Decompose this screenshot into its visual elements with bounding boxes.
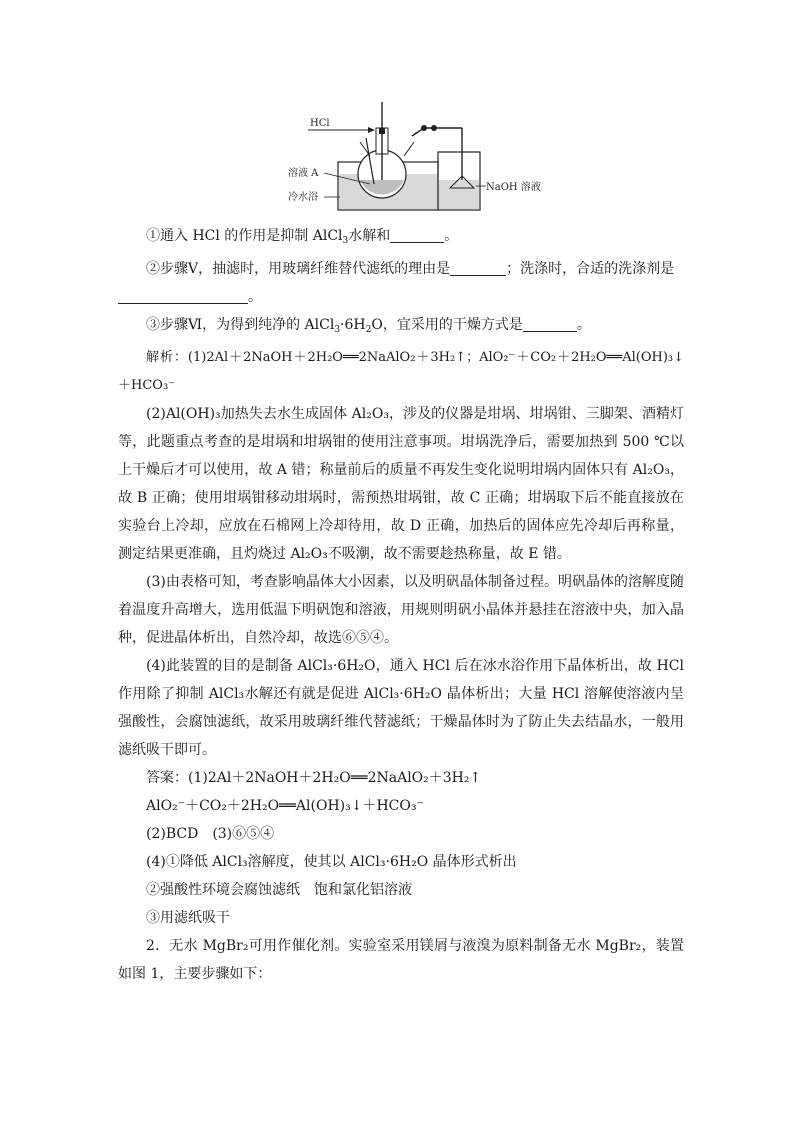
answer-blank[interactable]: [523, 315, 577, 332]
tube-joint: [431, 125, 437, 131]
q3-post: O，宜采用的干燥方式是: [371, 317, 523, 333]
q1-end: 。: [444, 228, 459, 244]
naoh-solution: [439, 180, 479, 209]
answer-blank[interactable]: [390, 226, 444, 243]
tube-joint: [421, 125, 427, 131]
q2-mid: ；洗涤时，合适的洗涤剂是: [506, 261, 675, 277]
question-1: [118, 222, 684, 255]
question-2: [118, 255, 684, 311]
q3-end: 。: [576, 317, 591, 333]
q1-sub: 3: [342, 236, 349, 246]
answer-blank[interactable]: [450, 259, 506, 276]
arrow-head: [368, 127, 375, 133]
q1-text-post: 水解和: [348, 228, 391, 244]
label-cold-bath: 冷水浴: [288, 192, 318, 203]
answer-line-4: (4)①降低 AlCl₃溶解度，使其以 AlCl₃·6H₂O 晶体形式析出: [146, 854, 517, 870]
apparatus-figure: [288, 98, 600, 218]
q3-text: ③步骤Ⅵ，为得到纯净的 AlCl: [146, 317, 335, 333]
analysis-paragraph-2: (2)Al(OH)₃加热失去水生成固体 Al₂O₃，涉及的仪器是坩埚、坩埚钳、三脚架、酒精灯等，此题重点考查的是坩埚和坩埚钳的使用注意事项。坩埚洗净后，需要加热到 500 ℃以上干燥后才可以使用，故 A 错；称量前后的质量不再发生变化说明坩埚内固体只有 Al₂O₃，故 B 正确；使用坩埚钳移动坩埚时，需预热坩埚钳，故 C 正确；坩埚取下后不能直接放在实验台上冷却，应放在石棉网上冷却待用，故 D 正确，加热后的固体应先冷却后再称量，测定结果更准确，且灼烧过 Al₂O₃不吸潮，故不需要趁热称量，故 E 错。: [118, 406, 684, 562]
right-neck: [404, 142, 414, 156]
answer-line-3: (2)BCD (3)⑥⑤④: [146, 826, 275, 842]
label-hcl: HCl: [310, 118, 330, 129]
label-solution-a: 溶液 A: [288, 168, 319, 179]
stopper: [379, 128, 385, 134]
analysis-paragraph-4: (4)此装置的目的是制备 AlCl₃·6H₂O，通入 HCl 后在冰水浴作用下晶体析出，故 HCl 作用除了抑制 AlCl₃水解还有就是促进 AlCl₃·6H₂O 晶体析出；大量 HCl 溶解使溶液内呈强酸性，会腐蚀滤纸，故采用玻璃纤维代替滤纸；干燥晶体时为了防止失去结晶水，一般用滤纸吸干即可。: [118, 658, 684, 758]
q3-mid: ·6H: [340, 317, 366, 333]
answer-line-6: ③用滤纸吸干: [146, 910, 230, 926]
q3-sub2: 2: [365, 325, 372, 335]
q2-end: 。: [248, 289, 262, 305]
answer-line-2: AlO₂⁻＋CO₂＋2H₂O══Al(OH)₃↓＋HCO₃⁻: [146, 798, 424, 814]
apparatus-diagram: [288, 98, 600, 218]
question-3: [118, 311, 684, 344]
analysis-paragraph-3: (3)由表格可知，考查影响晶体大小因素，以及明矾晶体制备过程。明矾晶体的溶解度随着温度升高增大，选用低温下明矾饱和溶液，用规则明矾小晶体并悬挂在溶液中央，加入晶种，促进晶体析出，自然冷却，故选⑥⑤④。: [118, 574, 684, 646]
label-naoh: NaOH 溶液: [486, 182, 541, 193]
document-body: [118, 222, 684, 988]
answer-line-5: ②强酸性环境会腐蚀滤纸 饱和氯化铝溶液: [146, 882, 412, 898]
answer-line-1: 答案：(1)2Al＋2NaOH＋2H₂O══2NaAlO₂＋3H₂↑: [146, 770, 482, 786]
analysis-line-1: 解析：(1)2Al＋2NaOH＋2H₂O══2NaAlO₂＋3H₂↑；AlO₂⁻＋CO₂＋2H₂O══Al(OH)₃↓＋HCO₃⁻: [118, 350, 684, 393]
question-2-intro: 2．无水 MgBr₂可用作催化剂。实验室采用镁屑与液溴为原料制备无水 MgBr₂，装置如图 1，主要步骤如下：: [118, 938, 684, 982]
q1-text: ①通入 HCl 的作用是抑制 AlCl: [146, 228, 343, 244]
q3-sub: 3: [334, 325, 341, 335]
q2-text: ②步骤Ⅴ，抽滤时，用玻璃纤维替代滤纸的理由是: [146, 261, 451, 277]
answer-blank[interactable]: [118, 287, 248, 304]
